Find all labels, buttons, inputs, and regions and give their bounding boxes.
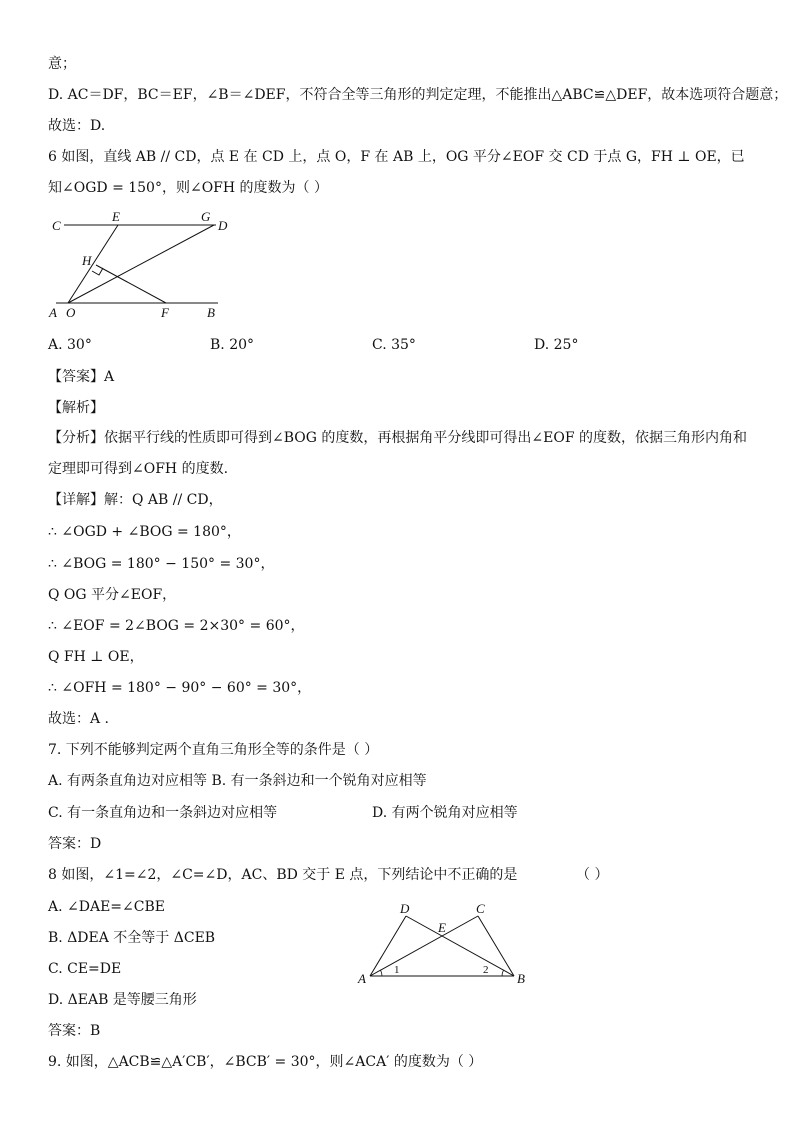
label-f: F: [161, 305, 169, 320]
q8-paren: （ ）: [576, 867, 609, 883]
q6-step-2: ∴ ∠OGD + ∠BOG = 180°，: [48, 524, 241, 540]
q7-option-d: D. 有两个锐角对应相等: [372, 805, 518, 821]
q6-step-3: ∴ ∠BOG = 180° − 150° = 30°，: [48, 556, 275, 572]
q7-options-row-1: A. 有两条直角边对应相等 B. 有一条斜边和一个锐角对应相等: [48, 773, 427, 789]
q8-option-d: D. ΔEAB 是等腰三角形: [48, 992, 197, 1008]
q8-option-b: B. ΔDEA 不全等于 ΔCEB: [48, 930, 216, 946]
label-h: H: [82, 253, 92, 268]
segment-ac: [370, 916, 478, 976]
q6-option-d: D. 25°: [534, 337, 579, 353]
q6-option-a: A. 30°: [48, 337, 92, 353]
q6-step-5: ∴ ∠EOF = 2∠BOG = 2×30° = 60°，: [48, 618, 305, 634]
q6-fenxi-line-1: 【分析】依据平行线的性质即可得到∠BOG 的度数，再根据角平分线即可得出∠EOF 的度数，依据三角形内角和: [48, 430, 747, 446]
label-e: E: [112, 209, 120, 224]
q6-option-c: C. 35°: [372, 337, 416, 353]
segment-ad: [370, 916, 406, 976]
label-b: B: [517, 971, 525, 986]
q8-answer: 答案：B: [48, 1023, 101, 1039]
q7-answer: 答案：D: [48, 836, 102, 852]
q6-fenxi-line-2: 定理即可得到∠OFH 的度数.: [48, 461, 229, 477]
q6-figure: [44, 205, 234, 320]
right-angle-mark: [92, 268, 103, 275]
q8-stem: 8 如图，∠1=∠2，∠C=∠D，AC、BD 交于 E 点，下列结论中不正确的是: [48, 867, 518, 883]
q7-stem: 7. 下列不能够判定两个直角三角形全等的条件是（ ）: [48, 742, 379, 758]
angle-2-arc: [502, 970, 504, 976]
label-g: G: [201, 209, 211, 224]
prev-line-3: 故选：D.: [48, 118, 106, 134]
label-angle-2: 2: [483, 964, 489, 976]
label-angle-1: 1: [394, 964, 400, 976]
prev-line-1: 意；: [48, 56, 76, 72]
label-d: D: [400, 901, 410, 916]
q8-figure: [352, 900, 532, 990]
q6-step-8: 故选：A .: [48, 711, 110, 727]
q6-step-4: Q OG 平分∠EOF，: [48, 587, 177, 603]
q6-stem-line-1: 6 如图，直线 AB // CD，点 E 在 CD 上，点 O，F 在 AB 上，OG 平分∠EOF 交 CD 于点 G，FH ⊥ OE，已: [48, 149, 745, 165]
q6-step-1: 【详解】解：Q AB // CD，: [48, 492, 223, 508]
q6-jiexi: 【解析】: [48, 400, 104, 416]
label-b: B: [207, 305, 215, 320]
q6-option-b: B. 20°: [210, 337, 255, 353]
angle-1-arc: [381, 970, 383, 976]
label-d: D: [218, 218, 228, 233]
q6-answer: 【答案】A: [48, 369, 115, 385]
label-o: O: [66, 305, 76, 320]
label-e: E: [438, 920, 446, 935]
line-oe: [68, 225, 118, 303]
q8-option-a: A. ∠DAE=∠CBE: [48, 899, 165, 915]
label-a: A: [358, 971, 366, 986]
segment-bd: [406, 916, 514, 976]
line-fh: [96, 265, 166, 303]
q6-step-7: ∴ ∠OFH = 180° − 90° − 60° = 30°，: [48, 680, 312, 696]
q8-option-c: C. CE=DE: [48, 961, 122, 977]
q6-stem-line-2: 知∠OGD = 150°，则∠OFH 的度数为（ ）: [48, 180, 328, 196]
prev-line-2: D. AC＝DF，BC＝EF，∠B＝∠DEF，不符合全等三角形的判定定理，不能推出△ABC≌△DEF，故本选项符合题意；: [48, 87, 788, 103]
label-c: C: [52, 218, 61, 233]
q9-stem: 9. 如图，△ACB≌△A′CB′，∠BCB′ = 30°，则∠ACA′ 的度数为（ ）: [48, 1054, 483, 1070]
label-c: C: [476, 901, 485, 916]
q6-step-6: Q FH ⊥ OE，: [48, 649, 144, 665]
label-a: A: [49, 305, 57, 320]
q7-option-c: C. 有一条直角边和一条斜边对应相等: [48, 805, 278, 821]
